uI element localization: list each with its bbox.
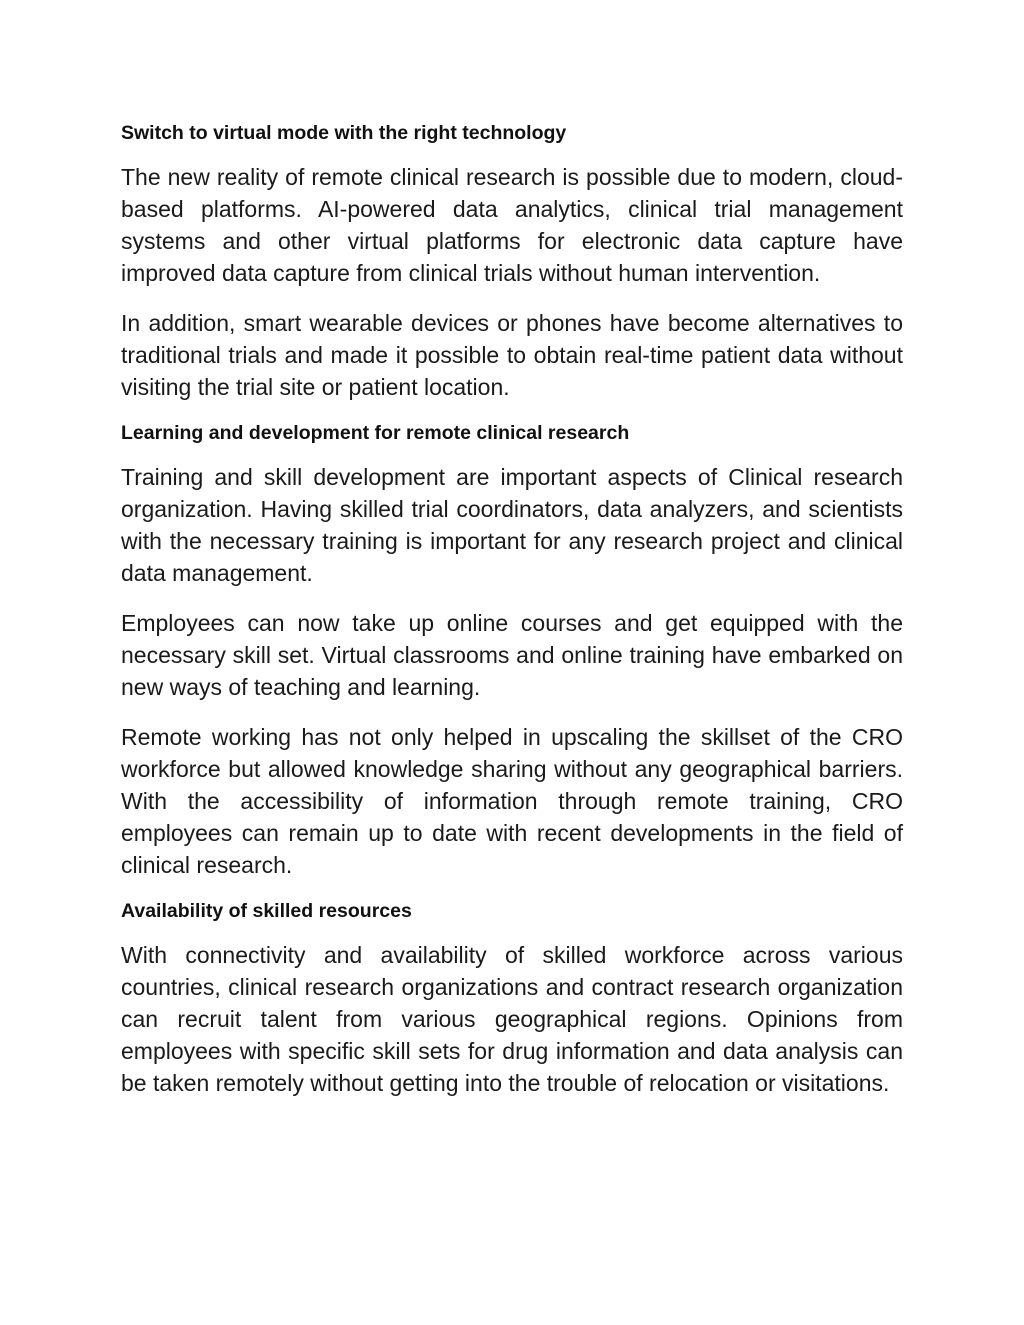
section-heading: Availability of skilled resources: [121, 900, 412, 922]
section-learning-development: [121, 418, 903, 881]
paragraph: Employees can now take up online courses and get equipped with the necessary skill set. Virtual classrooms and online training have embarked on new ways of teaching and learning.: [121, 610, 903, 700]
section-skilled-resources: [121, 896, 903, 1099]
paragraph: Remote working has not only helped in upscaling the skillset of the CRO workforce but allowed knowledge sharing without any geographical barriers. With the accessibility of information through remote training, CRO employees can remain up to date with recent developments in the field of clinical research.: [121, 724, 903, 878]
document-page: [121, 118, 903, 1117]
paragraph: The new reality of remote clinical research is possible due to modern, cloud-based platforms. AI-powered data analytics, clinical trial management systems and other virtual platforms for electronic data capture have improved data capture from clinical trials without human intervention.: [121, 164, 903, 286]
paragraph: In addition, smart wearable devices or phones have become alternatives to traditional trials and made it possible to obtain real-time patient data without visiting the trial site or patient location.: [121, 310, 903, 400]
paragraph: With connectivity and availability of skilled workforce across various countries, clinical research organizations and contract research organization can recruit talent from various geographical regions. Opinions from employees with specific skill sets for drug information and data analysis can be taken remotely without getting into the trouble of relocation or visitations.: [121, 942, 903, 1096]
paragraph: Training and skill development are important aspects of Clinical research organization. Having skilled trial coordinators, data analyzers, and scientists with the necessary training is important for any research project and clinical data management.: [121, 464, 903, 586]
section-heading: Switch to virtual mode with the right technology: [121, 122, 567, 144]
section-heading: Learning and development for remote clinical research: [121, 422, 630, 444]
section-virtual-mode: [121, 118, 903, 403]
